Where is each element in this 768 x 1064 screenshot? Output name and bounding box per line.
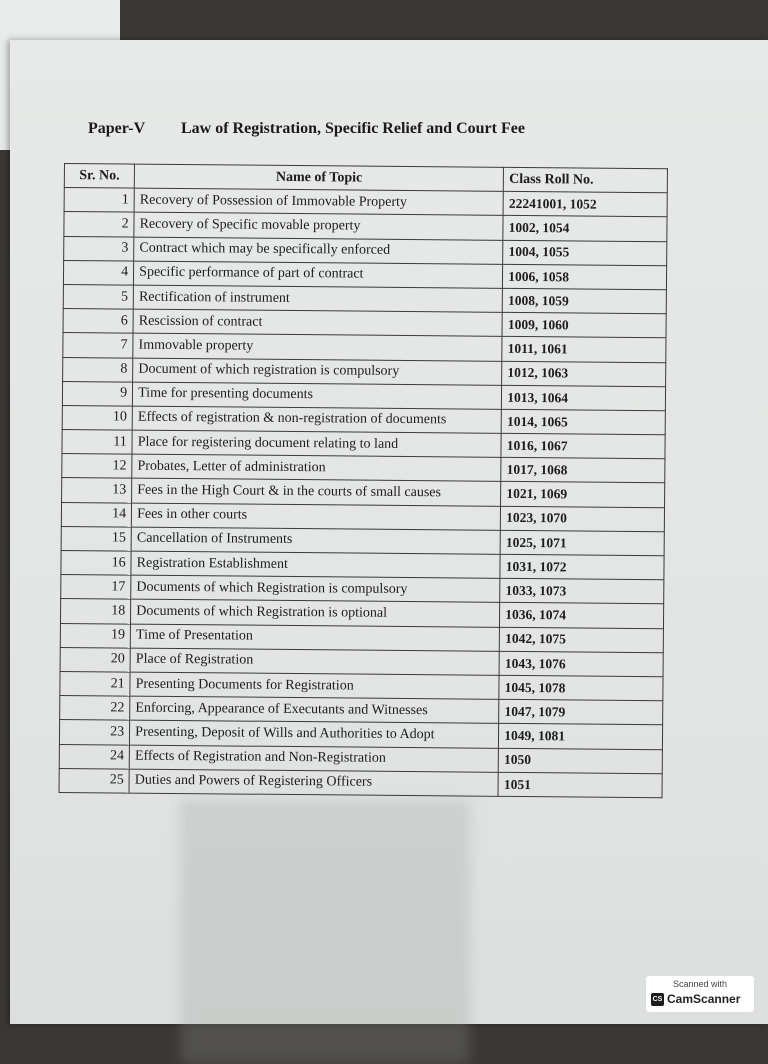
- roll-no-cell: 1045, 1078: [499, 675, 663, 701]
- roll-no-cell: 1008, 1059: [502, 288, 666, 314]
- topic-cell: Place of Registration: [130, 648, 499, 675]
- subject-title: Law of Registration, Specific Relief and Court Fee: [181, 120, 525, 137]
- roll-no-cell: 1049, 1081: [499, 724, 663, 750]
- sr-no-cell: 24: [59, 744, 129, 769]
- sr-no-cell: 15: [61, 526, 131, 551]
- sr-no-cell: 14: [61, 502, 131, 527]
- roll-no-cell: 1006, 1058: [503, 264, 667, 290]
- sr-no-cell: 25: [59, 768, 129, 793]
- topic-cell: Duties and Powers of Registering Officers: [129, 769, 498, 796]
- roll-no-cell: 1002, 1054: [503, 216, 667, 242]
- roll-no-cell: 1011, 1061: [502, 337, 666, 363]
- topic-cell: Document of which registration is compulsory: [133, 358, 502, 385]
- roll-no-cell: 1009, 1060: [502, 312, 666, 338]
- topic-cell: Cancellation of Instruments: [131, 527, 500, 554]
- sr-no-cell: 13: [62, 478, 132, 503]
- camscanner-name: CamScanner: [667, 992, 741, 1006]
- sr-no-cell: 21: [60, 671, 130, 696]
- topic-cell: Registration Establishment: [131, 551, 500, 578]
- roll-no-cell: 1014, 1065: [501, 409, 665, 435]
- topic-cell: Fees in other courts: [131, 503, 500, 530]
- topic-cell: Recovery of Possession of Immovable Property: [134, 188, 503, 215]
- roll-no-cell: 1051: [498, 772, 662, 798]
- topic-cell: Presenting Documents for Registration: [130, 672, 499, 699]
- roll-no-cell: 1050: [498, 748, 662, 774]
- topic-cell: Effects of registration & non-registration of documents: [132, 406, 501, 433]
- roll-no-cell: 1042, 1075: [500, 627, 664, 653]
- roll-no-cell: 1012, 1063: [502, 361, 666, 387]
- roll-no-cell: 1013, 1064: [502, 385, 666, 411]
- topic-cell: Specific performance of part of contract: [134, 261, 503, 288]
- sr-no-cell: 20: [60, 647, 130, 672]
- header-topic: Name of Topic: [134, 164, 503, 191]
- roll-no-cell: 1016, 1067: [501, 433, 665, 459]
- sr-no-cell: 7: [63, 333, 133, 358]
- roll-no-cell: 1021, 1069: [501, 482, 665, 508]
- roll-no-cell: 22241001, 1052: [503, 192, 667, 218]
- sr-no-cell: 8: [63, 357, 133, 382]
- topic-cell: Time for presenting documents: [133, 382, 502, 409]
- paper-label: Paper-V: [88, 120, 146, 137]
- header-roll-no: Class Roll No.: [504, 167, 668, 193]
- topic-cell: Fees in the High Court & in the courts of small causes: [132, 479, 501, 506]
- topic-cell: Presenting, Deposit of Wills and Authorities to Adopt: [130, 720, 499, 747]
- sr-no-cell: 18: [60, 599, 130, 624]
- scanned-with-label: Scanned with: [672, 979, 728, 989]
- camscanner-watermark: [646, 976, 754, 1012]
- sr-no-cell: 12: [62, 454, 132, 479]
- sr-no-cell: 5: [63, 284, 133, 309]
- topic-cell: Rectification of instrument: [133, 285, 502, 312]
- roll-no-cell: 1031, 1072: [500, 554, 664, 580]
- sr-no-cell: 2: [64, 212, 134, 237]
- sr-no-cell: 11: [62, 430, 132, 455]
- sr-no-cell: 19: [60, 623, 130, 648]
- sr-no-cell: 6: [63, 309, 133, 334]
- roll-no-cell: 1036, 1074: [500, 603, 664, 629]
- topic-cell: Place for registering document relating to land: [132, 430, 501, 457]
- sr-no-cell: 1: [64, 188, 134, 213]
- sr-no-cell: 4: [63, 260, 133, 285]
- sr-no-cell: 3: [64, 236, 134, 261]
- topic-cell: Contract which may be specifically enforced: [134, 237, 503, 264]
- sr-no-cell: 22: [60, 696, 130, 721]
- sr-no-cell: 9: [62, 381, 132, 406]
- roll-no-cell: 1043, 1076: [499, 651, 663, 677]
- camscanner-logo-icon: CS: [651, 993, 664, 1006]
- topic-cell: Time of Presentation: [130, 624, 499, 651]
- roll-no-cell: 1047, 1079: [499, 699, 663, 725]
- page-shadow: [180, 800, 470, 1064]
- sr-no-cell: 17: [61, 575, 131, 600]
- document-heading: [88, 120, 525, 138]
- topic-cell: Probates, Letter of administration: [132, 454, 501, 481]
- topic-cell: Effects of Registration and Non-Registration: [129, 745, 498, 772]
- topics-table: [59, 163, 668, 798]
- sr-no-cell: 23: [59, 720, 129, 745]
- roll-no-cell: 1017, 1068: [501, 458, 665, 484]
- topic-cell: Immovable property: [133, 333, 502, 360]
- roll-no-cell: 1023, 1070: [501, 506, 665, 532]
- topic-cell: Documents of which Registration is compulsory: [131, 575, 500, 602]
- sr-no-cell: 16: [61, 550, 131, 575]
- topic-cell: Enforcing, Appearance of Executants and Witnesses: [130, 696, 499, 723]
- roll-no-cell: 1033, 1073: [500, 579, 664, 605]
- table-row: [59, 768, 662, 797]
- roll-no-cell: 1025, 1071: [500, 530, 664, 556]
- roll-no-cell: 1004, 1055: [503, 240, 667, 266]
- header-sr-no: Sr. No.: [64, 164, 134, 189]
- sr-no-cell: 10: [62, 405, 132, 430]
- topic-cell: Rescission of contract: [133, 309, 502, 336]
- topic-cell: Recovery of Specific movable property: [134, 212, 503, 239]
- topic-cell: Documents of which Registration is optional: [131, 599, 500, 626]
